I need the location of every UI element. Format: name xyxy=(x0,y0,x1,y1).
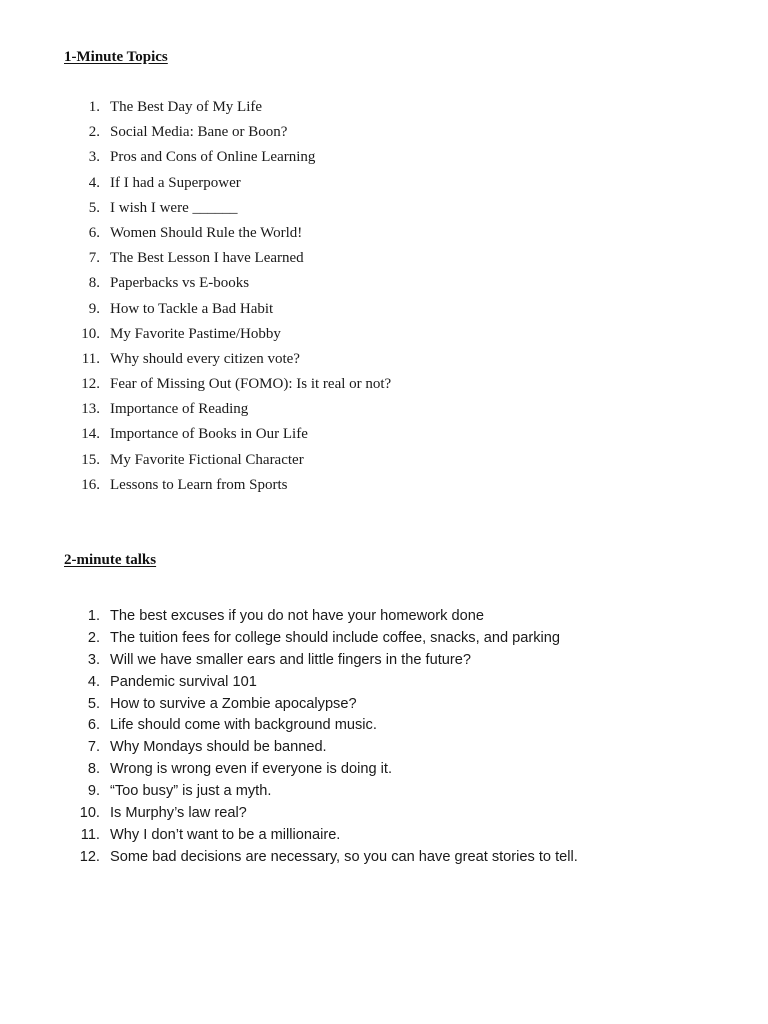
list-item-number: 4. xyxy=(87,673,100,690)
list-item-number: 6. xyxy=(88,224,100,241)
list-item xyxy=(64,325,391,350)
list-item-number: 2. xyxy=(87,629,100,646)
list-item xyxy=(64,274,391,299)
list-item xyxy=(64,629,578,651)
list-item-text: How to Tackle a Bad Habit xyxy=(110,300,274,317)
list-item-number: 6. xyxy=(87,717,100,734)
list-item-number: 1. xyxy=(88,99,100,115)
list-item-text: Some bad decisions are necessary, so you can have great stories to tell. xyxy=(110,848,578,865)
list-item xyxy=(64,300,391,325)
list-item-text: Women Should Rule the World! xyxy=(110,224,303,241)
list-item xyxy=(64,673,578,695)
list-item-text: Importance of Books in Our Life xyxy=(110,426,308,443)
two-minute-talks-list xyxy=(64,607,578,870)
list-item xyxy=(64,375,391,400)
one-minute-topics-list xyxy=(64,98,391,501)
list-item xyxy=(64,249,391,274)
list-item-text: The best excuses if you do not have your homework done xyxy=(110,608,484,624)
section-title-1-minute-topics: 1-Minute Topics xyxy=(64,49,168,65)
list-item-number: 10. xyxy=(81,325,100,342)
section-title-2-minute-talks: 2-minute talks xyxy=(64,552,157,568)
list-item xyxy=(64,804,578,826)
list-item-text: Is Murphy’s law real? xyxy=(110,805,247,822)
list-item-text: Why Mondays should be banned. xyxy=(110,739,327,756)
list-item-number: 7. xyxy=(87,739,100,756)
list-item-text: Paperbacks vs E-books xyxy=(110,275,250,292)
list-item-number: 10. xyxy=(79,805,100,822)
list-item-number: 9. xyxy=(88,300,100,317)
list-item-text: My Favorite Pastime/Hobby xyxy=(110,325,281,342)
list-item-number: 2. xyxy=(88,124,100,141)
list-item xyxy=(64,607,578,629)
list-item-text: I wish I were ______ xyxy=(110,199,238,216)
list-item xyxy=(64,400,391,425)
list-item-text: Why should every citizen vote? xyxy=(110,350,300,367)
list-item-number: 11. xyxy=(80,826,100,843)
list-item-number: 12. xyxy=(79,848,100,865)
list-item-text: Pandemic survival 101 xyxy=(110,673,257,690)
list-item-text: Pros and Cons of Online Learning xyxy=(110,149,316,166)
list-item-text: Will we have smaller ears and little fingers in the future? xyxy=(110,651,471,668)
list-item-number: 9. xyxy=(87,783,100,800)
list-item xyxy=(64,451,391,476)
list-item xyxy=(64,760,578,782)
list-item-number: 14. xyxy=(81,426,100,443)
list-item-text: My Favorite Fictional Character xyxy=(110,451,304,468)
list-item-text: Social Media: Bane or Boon? xyxy=(110,124,288,141)
list-item-text: Lessons to Learn from Sports xyxy=(110,476,288,493)
list-item-number: 4. xyxy=(88,174,100,191)
list-item-number: 7. xyxy=(88,250,100,267)
list-item xyxy=(64,148,391,173)
list-item-text: Why I don’t want to be a millionaire. xyxy=(110,826,341,843)
list-item xyxy=(64,425,391,450)
list-item-number: 5. xyxy=(88,199,100,216)
list-item-number: 12. xyxy=(81,376,100,393)
list-item-text: The Best Day of My Life xyxy=(110,99,263,115)
list-item xyxy=(64,476,391,501)
list-item xyxy=(64,651,578,673)
list-item-text: If I had a Superpower xyxy=(110,174,241,191)
list-item-number: 11. xyxy=(81,350,100,367)
list-item-number: 16. xyxy=(81,476,100,493)
list-item-text: Fear of Missing Out (FOMO): Is it real or not? xyxy=(110,376,392,393)
list-item-text: Importance of Reading xyxy=(110,401,249,418)
list-item-number: 8. xyxy=(87,761,100,778)
list-item xyxy=(64,224,391,249)
list-item-number: 3. xyxy=(87,651,100,668)
list-item-text: Life should come with background music. xyxy=(110,717,377,734)
list-item xyxy=(64,738,578,760)
list-item xyxy=(64,848,578,870)
list-item xyxy=(64,826,578,848)
list-item xyxy=(64,716,578,738)
list-item-number: 13. xyxy=(81,401,100,418)
list-item-text: “Too busy” is just a myth. xyxy=(110,783,272,800)
list-item-text: The tuition fees for college should include coffee, snacks, and parking xyxy=(110,629,560,646)
list-item-number: 1. xyxy=(87,608,100,624)
list-item xyxy=(64,98,391,123)
list-item xyxy=(64,199,391,224)
list-item xyxy=(64,174,391,199)
list-item xyxy=(64,123,391,148)
list-item-text: How to survive a Zombie apocalypse? xyxy=(110,695,357,712)
list-item-text: Wrong is wrong even if everyone is doing it. xyxy=(110,761,393,778)
list-item xyxy=(64,350,391,375)
list-item-number: 5. xyxy=(87,695,100,712)
list-item xyxy=(64,782,578,804)
list-item-text: The Best Lesson I have Learned xyxy=(110,250,304,267)
list-item-number: 3. xyxy=(88,149,100,166)
list-item-number: 15. xyxy=(81,451,100,468)
list-item-number: 8. xyxy=(88,275,100,292)
list-item xyxy=(64,695,578,717)
